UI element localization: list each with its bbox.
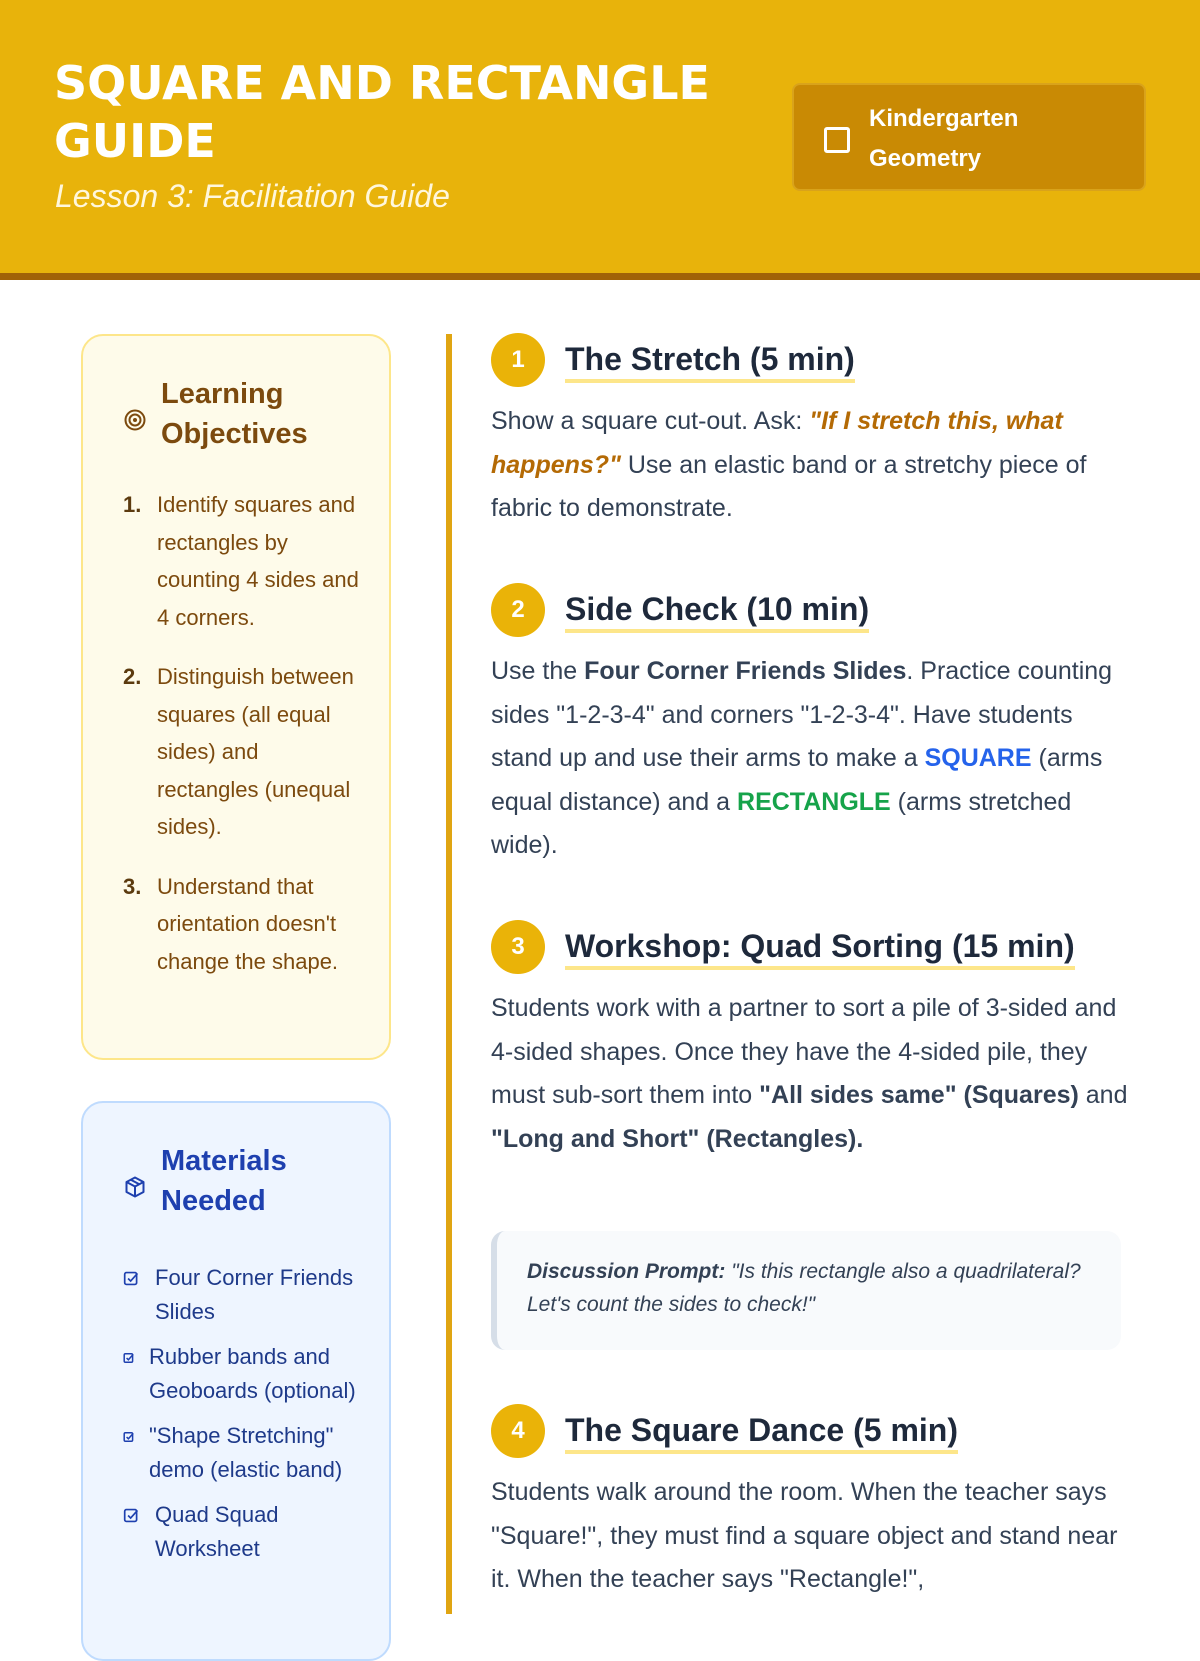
step-number-1: 1 [491,333,545,387]
step-text-1: Show a square cut-out. Ask: "If I stretch this, what happens?" Use an elastic band or a stretchy piece of fabric to demonstrate. [491,407,1087,522]
page-subtitle: Lesson 3: Facilitation Guide [55,178,450,214]
material-item: Four Corner Friends Slides [123,1261,373,1328]
step-number-3: 3 [491,920,545,974]
objective-item: 2. Distinguish between squares (all equal sides) and rectangles (unequal sides). [123,664,354,839]
objective-item: 3. Understand that orientation doesn't change the shape. [123,873,339,974]
package-icon [123,1175,147,1199]
step-text-3: Students work with a partner to sort a pile of 3-sided and 4-sided shapes. Once they have the 4-sided pile, they must sub-sort them into "All sides same" (Squares) and "Long and Short" (Rectangles). [491,994,1128,1153]
page-header [0,0,1200,280]
material-item: Quad Squad Worksheet [123,1498,373,1565]
discussion-prompt: Discussion Prompt: "Is this rectangle also a quadrilateral? Let's count the sides to check!" [491,1231,1121,1350]
step-title-3: Workshop: Quad Sorting (15 min) [565,926,1075,970]
checklist-icon [123,1270,140,1287]
checkbox-icon [824,127,850,153]
step-text-2: Use the Four Corner Friends Slides. Practice counting sides "1-2-3-4" and corners "1-2-3-4". Have students stand up and use their arms to make a SQUARE (arms equal distance) and a RECTANGLE (arms stretched wide). [491,657,1113,859]
materials-card [81,1101,391,1661]
timeline-line [446,334,452,1614]
materials-list [123,1261,373,1577]
step-title-1: The Stretch (5 min) [565,339,855,383]
objectives-heading: Learning Objectives [161,378,308,450]
material-item: "Shape Stretching" demo (elastic band) [123,1419,373,1486]
page-title: SQUARE AND RECTANGLE GUIDE [54,56,710,168]
objectives-list [123,486,363,1002]
badge-label: Kindergarten Geometry [869,105,1019,172]
step-number-2: 2 [491,583,545,637]
objective-item: 1. Identify squares and rectangles by counting 4 sides and 4 corners. [123,492,359,630]
checklist-icon [123,1507,140,1524]
materials-heading: Materials Needed [161,1145,287,1217]
step-text-4: Students walk around the room. When the teacher says "Square!", they must find a square object and stand near it. When the teacher says "Rectangle!", [491,1478,1118,1593]
step-title-2: Side Check (10 min) [565,589,869,633]
checklist-icon [123,1352,135,1364]
target-icon [123,408,147,432]
step-number-4: 4 [491,1404,545,1458]
square-keyword: SQUARE [924,744,1032,772]
learning-objectives-card [81,334,391,1060]
rectangle-keyword: RECTANGLE [737,787,891,816]
checklist-icon [123,1431,135,1443]
step-title-4: The Square Dance (5 min) [565,1410,958,1454]
material-item: Rubber bands and Geoboards (optional) [123,1340,373,1407]
grade-badge [792,83,1146,191]
